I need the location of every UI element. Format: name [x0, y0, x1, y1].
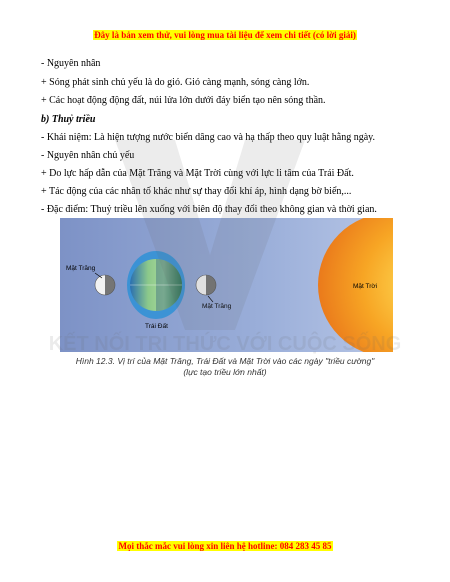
text-line: + Các hoạt động động đất, núi lửa lớn dưới đáy biển tạo nên sóng thần.: [41, 95, 326, 106]
footer-hotline: [0, 536, 450, 554]
figure-caption: Hình 12.3. Vị trí của Mặt Trăng, Trái Đất và Mặt Trời vào các ngày "triều cường": [75, 356, 375, 366]
text-line: + Sóng phát sinh chủ yếu là do gió. Gió càng mạnh, sóng càng lớn.: [41, 77, 310, 88]
earth-label: Trái Đất: [145, 323, 168, 330]
moon-right-label: Mặt Trăng: [202, 303, 232, 310]
tide-figure: [60, 218, 393, 352]
tide-diagram: [60, 218, 393, 352]
figure-caption-sub: (lực tạo triều lớn nhất): [183, 367, 267, 377]
preview-banner: [0, 25, 450, 43]
text-line: - Nguyên nhân: [41, 58, 101, 69]
text-line: - Khái niệm: Là hiện tượng nước biển dâng cao và hạ thấp theo quy luật hằng ngày.: [41, 132, 376, 143]
text-line: - Nguyên nhân chủ yếu: [41, 150, 135, 161]
sun-label: Mặt Trời: [353, 283, 378, 290]
footer-hotline-text: Mọi thắc mắc vui lòng xin liên hệ hotline: 084 283 45 85: [118, 541, 332, 551]
moon-left-label: Mặt Trăng: [66, 265, 96, 272]
preview-banner-text: Đây là bản xem thử, vui lòng mua tài liệu để xem chi tiết (có lời giải): [94, 30, 356, 40]
text-line: - Đặc điểm: Thuỷ triều lên xuống với biên độ thay đổi theo không gian và thời gian.: [41, 204, 377, 215]
section-heading: b) Thuỷ triều: [41, 114, 96, 125]
text-line: + Do lực hấp dẫn của Mặt Trăng và Mặt Trời cùng với lực li tâm của Trái Đất.: [41, 168, 354, 179]
text-line: + Tác động của các nhân tố khác như sự thay đổi khí áp, hình dạng bờ biển,...: [41, 186, 352, 197]
